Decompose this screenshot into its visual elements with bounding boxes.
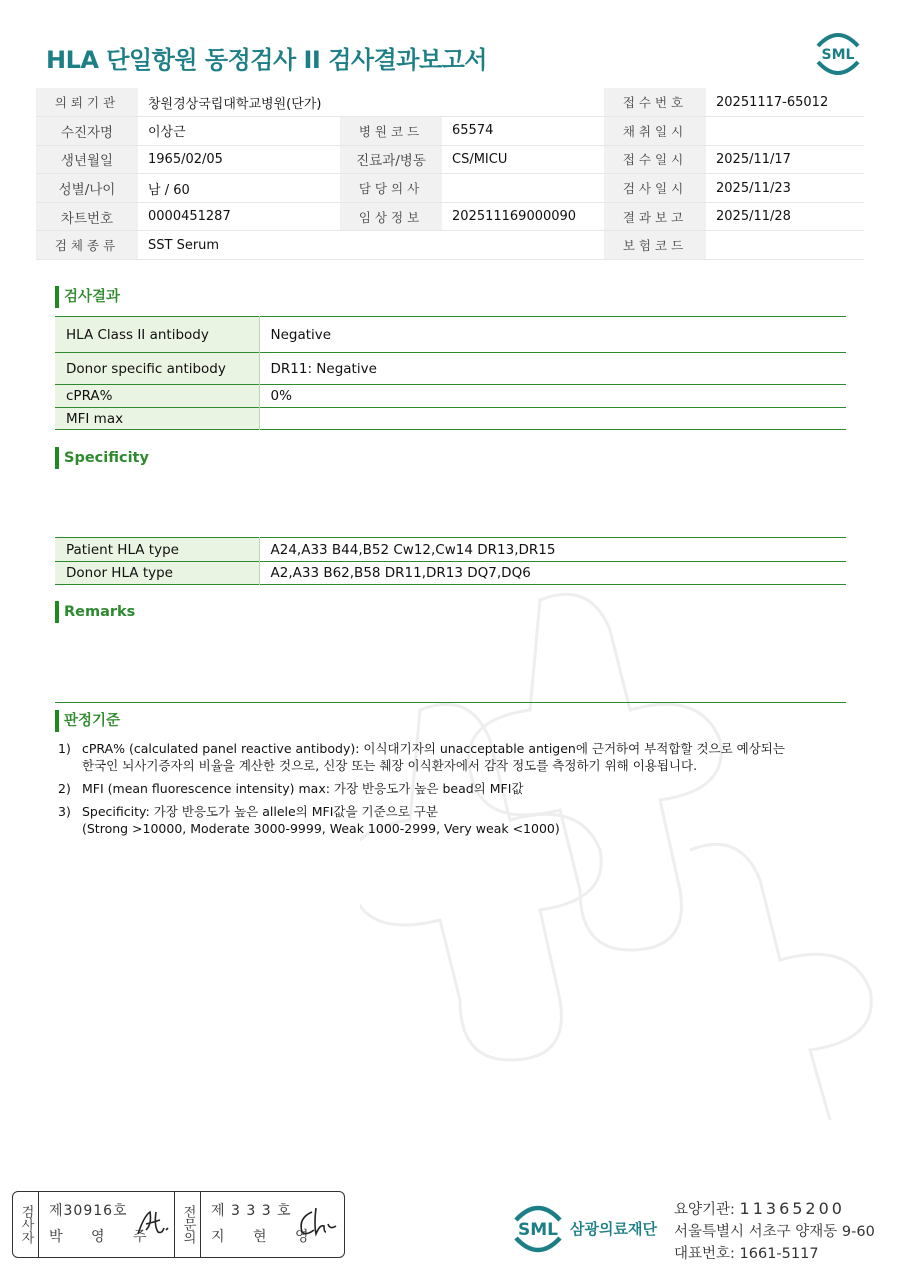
collect-date-label: 채취일시 <box>604 117 706 146</box>
name-label: 수진자명 <box>36 117 138 146</box>
specialist-label-text: 전문의 <box>180 1205 196 1244</box>
remarks-heading: Remarks <box>55 601 135 623</box>
dept-value: CS/MICU <box>442 145 604 174</box>
chart-label: 차트번호 <box>36 202 138 231</box>
results-heading: 검사결과 <box>55 286 120 308</box>
hla-row <box>55 538 846 562</box>
result-value <box>259 408 846 430</box>
result-value: DR11: Negative <box>270 360 377 377</box>
footer-phone-label: 대표번호: <box>674 1246 740 1262</box>
criteria-num: 3) <box>58 804 71 819</box>
hla-value: A2,A33 B62,B58 DR11,DR13 DQ7,DQ6 <box>270 565 531 581</box>
criteria-item <box>58 740 838 774</box>
birth-value: 1965/02/05 <box>138 145 340 174</box>
result-row <box>55 353 846 385</box>
clinical-value: 202511169000090 <box>442 202 604 231</box>
receive-date-label: 접수일시 <box>604 145 706 174</box>
criteria-num: 2) <box>58 781 71 796</box>
birth-label: 생년월일 <box>36 145 138 174</box>
clinical-label: 임상정보 <box>340 202 442 231</box>
hospital-code-label: 병원코드 <box>340 117 442 146</box>
sex-age-value: 남 / 60 <box>138 174 340 203</box>
specialist-block <box>201 1192 341 1257</box>
info-row <box>36 145 864 174</box>
result-label: cPRA% <box>55 385 259 408</box>
tester-block <box>39 1192 175 1257</box>
hla-row <box>55 562 846 585</box>
result-label: HLA Class II antibody <box>55 317 259 353</box>
chart-value: 0000451287 <box>138 202 340 231</box>
doctor-label: 담당의사 <box>340 174 442 203</box>
info-row <box>36 117 864 146</box>
report-title: HLA 단일항원 동정검사 II 검사결과보고서 <box>46 46 487 74</box>
institution-value: 창원경상국립대학교병원(단가) <box>138 88 604 117</box>
specialist-label <box>175 1192 201 1257</box>
receipt-no-label: 접수번호 <box>604 88 706 117</box>
criteria-text: 한국인 뇌사기증자의 비율을 계산한 것으로, 신장 또는 췌장 이식환자에서 감작 정도를 측정하기 위해 이용됩니다. <box>82 758 698 773</box>
criteria-item <box>58 803 838 837</box>
dept-label: 진료과/병동 <box>340 145 442 174</box>
info-row <box>36 174 864 203</box>
footer-sml-logo <box>508 1200 568 1256</box>
hla-type-table <box>55 537 846 585</box>
signature-box <box>12 1191 345 1258</box>
footer-logo-text: SML <box>518 1220 558 1240</box>
footer-code: 11365200 <box>739 1199 845 1218</box>
result-label: Donor specific antibody <box>55 353 259 385</box>
collect-date-value <box>706 117 864 146</box>
criteria-num: 1) <box>58 741 71 756</box>
results-table <box>55 316 846 430</box>
sml-logo <box>812 28 864 76</box>
criteria-text: (Strong >10000, Moderate 3000-9999, Weak 1000-2999, Very weak <1000) <box>82 821 560 836</box>
hla-value: A24,A33 B44,B52 Cw12,Cw14 DR13,DR15 <box>270 541 556 558</box>
criteria-text: Specificity: 가장 반응도가 높은 allele의 MFI값을 기준으로 구분 <box>82 804 438 819</box>
footer-phone: 1661-5117 <box>739 1246 819 1262</box>
result-row <box>55 385 846 408</box>
hla-label: Patient HLA type <box>55 538 259 562</box>
criteria-text: MFI (mean fluorescence intensity) max: 가장 반응도가 높은 bead의 MFI값 <box>82 781 524 796</box>
sex-age-label: 성별/나이 <box>36 174 138 203</box>
test-date-label: 검사일시 <box>604 174 706 203</box>
doctor-value <box>442 174 604 203</box>
specificity-heading: Specificity <box>55 447 149 469</box>
specialist-license: 제 3 3 3 호 <box>211 1203 292 1219</box>
result-label: MFI max <box>55 408 259 430</box>
name-value: 이상근 <box>138 117 340 146</box>
specialist-signature-icon <box>294 1204 338 1240</box>
result-row <box>55 408 846 430</box>
tester-signature-icon <box>134 1206 174 1240</box>
info-row <box>36 88 864 117</box>
test-date-value: 2025/11/23 <box>706 174 864 203</box>
criteria-heading: 판정기준 <box>55 710 120 732</box>
insurance-value <box>706 231 864 260</box>
footer-code-label: 요양기관: <box>674 1202 740 1218</box>
result-value: Negative <box>270 326 332 343</box>
criteria-text: cPRA% (calculated panel reactive antibody): 이식대기자의 unacceptable antigen에 근거하여 부적합할 것으로 예상되는 <box>82 741 785 756</box>
hospital-code-value: 65574 <box>442 117 604 146</box>
report-date-value: 2025/11/28 <box>706 202 864 231</box>
sml-logo-text: SML <box>821 47 855 63</box>
info-row <box>36 202 864 231</box>
result-value: 0% <box>270 388 292 404</box>
specialist-name: 지 현 영 <box>211 1229 321 1245</box>
patient-info-table <box>36 88 864 260</box>
criteria-item <box>58 780 838 797</box>
institution-label: 의뢰기관 <box>36 88 138 117</box>
tester-label-text: 검사자 <box>18 1205 34 1244</box>
report-date-label: 결과보고 <box>604 202 706 231</box>
tester-license: 제30916호 <box>49 1203 128 1219</box>
tester-name: 박 영 주 <box>49 1229 159 1245</box>
specimen-label: 검체종류 <box>36 231 138 260</box>
insurance-label: 보험코드 <box>604 231 706 260</box>
receive-date-value: 2025/11/17 <box>706 145 864 174</box>
remarks-divider <box>55 702 846 703</box>
specimen-value: SST Serum <box>138 231 604 260</box>
result-row <box>55 317 846 353</box>
footer-address: 서울특별시 서초구 양재동 9-60 <box>674 1224 875 1240</box>
footer-org-name: 삼광의료재단 <box>570 1220 657 1238</box>
hla-label: Donor HLA type <box>55 562 259 585</box>
receipt-no-value: 20251117-65012 <box>706 88 864 117</box>
info-row <box>36 231 864 260</box>
tester-label <box>13 1192 39 1257</box>
footer-info <box>674 1198 875 1265</box>
criteria-list <box>58 740 838 843</box>
